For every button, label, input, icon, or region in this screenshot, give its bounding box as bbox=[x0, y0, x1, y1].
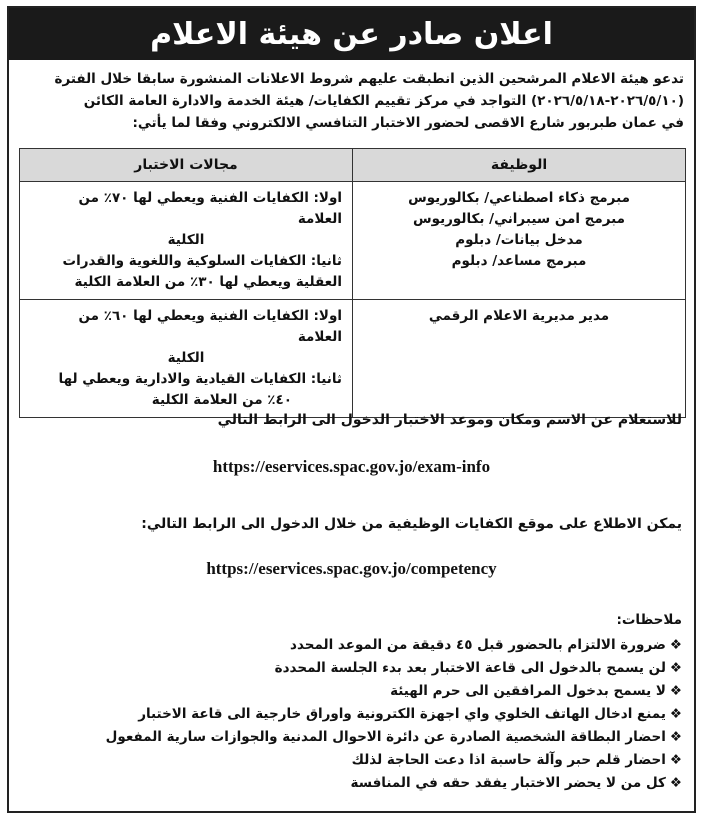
list-item bbox=[106, 749, 682, 772]
job-cell bbox=[353, 300, 686, 418]
job-title: مدخل بيانات/ دبلوم bbox=[455, 232, 583, 248]
list-item bbox=[106, 703, 682, 726]
field-text: ثانيا: الكفايات القيادية والادارية ويعطي لها bbox=[58, 371, 342, 387]
job-cell bbox=[353, 182, 686, 300]
announcement-frame bbox=[7, 6, 696, 813]
bullet-icon: ❖ bbox=[669, 683, 682, 699]
inquiry-text: للاستعلام عن الاسم ومكان وموعد الاختبار الدخول الى الرابط التالي bbox=[217, 412, 682, 428]
note-text: كل من لا يحضر الاختبار يفقد حقه في المنافسة bbox=[350, 775, 666, 791]
exam-table bbox=[19, 148, 686, 418]
field-text: ثانيا: الكفايات السلوكية واللغوية والقدرات bbox=[62, 253, 342, 269]
list-item bbox=[106, 726, 682, 749]
field-text: اولا: الكفايات الفنية ويعطي لها ٧٠٪ من العلامة bbox=[78, 190, 342, 227]
table-row bbox=[20, 182, 686, 300]
list-item bbox=[106, 680, 682, 703]
field-text: الكلية bbox=[167, 232, 205, 248]
bullet-icon: ❖ bbox=[669, 752, 682, 768]
fields-column-header: مجالات الاختبار bbox=[20, 149, 353, 182]
field-text: ٤٠٪ من العلامة الكلية bbox=[151, 392, 292, 408]
bullet-icon: ❖ bbox=[669, 660, 682, 676]
job-column-header: الوظيفة bbox=[353, 149, 686, 182]
job-title: مبرمج امن سيبراني/ بكالوريوس bbox=[412, 211, 626, 227]
notes-list bbox=[106, 634, 682, 795]
note-text: لا يسمح بدخول المرافقين الى حرم الهيئة bbox=[390, 683, 666, 699]
intro-paragraph bbox=[19, 68, 684, 134]
job-title: مدير مديرية الاعلام الرقمي bbox=[428, 308, 610, 324]
notes-title: ملاحظات: bbox=[616, 612, 682, 628]
job-title: مبرمج ذكاء اصطناعي/ بكالوريوس bbox=[408, 190, 630, 206]
bullet-icon: ❖ bbox=[669, 775, 682, 791]
fields-cell bbox=[20, 300, 353, 418]
note-text: لن يسمح بالدخول الى قاعة الاختبار بعد بدء الجلسة المحددة bbox=[274, 660, 666, 676]
intro-line-1: تدعو هيئة الاعلام المرشحين الذين انطبقت عليهم شروط الاعلانات المنشورة سابقا خلال الفترة bbox=[54, 71, 684, 87]
field-text: العقلية ويعطي لها ٣٠٪ من العلامة الكلية bbox=[74, 274, 342, 290]
field-text: الكلية bbox=[167, 350, 205, 366]
competency-text: يمكن الاطلاع على موقع الكفايات الوظيفية من خلال الدخول الى الرابط التالي: bbox=[141, 516, 682, 532]
intro-line-3: في عمان طبربور شارع الاقصى لحضور الاختبار التنافسي الالكتروني وفقا لما يأتي: bbox=[132, 115, 684, 131]
note-text: يمنع ادخال الهاتف الخلوي واي اجهزة الكترونية واوراق خارجية الى قاعة الاختبار bbox=[138, 706, 666, 722]
intro-line-2: (٢٠٢٦/٥/١٠-٢٠٢٦/٥/١٨) التواجد في مركز تقييم الكفايات/ هيئة الخدمة والادارة العامة الكائن bbox=[83, 93, 684, 109]
list-item bbox=[106, 772, 682, 795]
announcement-title: اعلان صادر عن هيئة الاعلام bbox=[9, 8, 694, 60]
competency-link[interactable]: https://eservices.spac.gov.jo/competency bbox=[206, 559, 497, 578]
note-text: احضار البطاقة الشخصية الصادرة عن دائرة الاحوال المدنية والجوازات سارية المفعول bbox=[105, 729, 666, 745]
exam-info-link[interactable]: https://eservices.spac.gov.jo/exam-info bbox=[212, 457, 491, 476]
job-title: مبرمج مساعد/ دبلوم bbox=[451, 253, 587, 269]
fields-cell bbox=[20, 182, 353, 300]
table-row bbox=[20, 300, 686, 418]
note-text: احضار قلم حبر وآلة حاسبة اذا دعت الحاجة لذلك bbox=[351, 752, 666, 768]
note-text: ضرورة الالتزام بالحضور قبل ٤٥ دقيقة من الموعد المحدد bbox=[290, 637, 666, 653]
notes-section bbox=[106, 612, 682, 795]
field-text: اولا: الكفايات الفنية ويعطي لها ٦٠٪ من العلامة bbox=[78, 308, 342, 345]
table-header-row bbox=[20, 149, 686, 182]
list-item bbox=[106, 657, 682, 680]
bullet-icon: ❖ bbox=[669, 637, 682, 653]
list-item bbox=[106, 634, 682, 657]
bullet-icon: ❖ bbox=[669, 729, 682, 745]
bullet-icon: ❖ bbox=[669, 706, 682, 722]
